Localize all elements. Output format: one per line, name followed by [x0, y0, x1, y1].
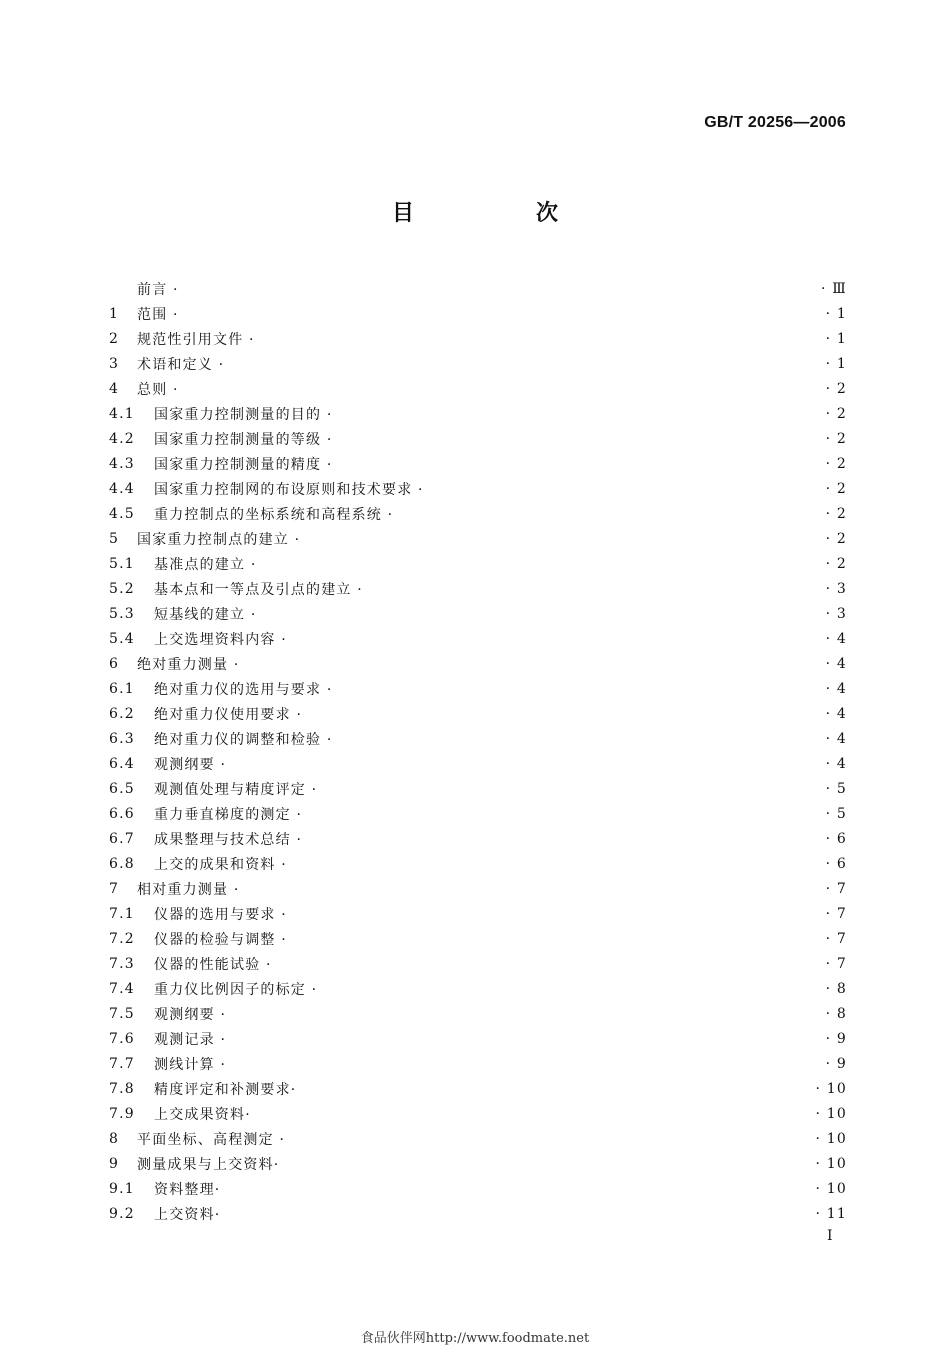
toc-entry-title: 国家重力控制网的布设原则和技术要求 ·: [154, 481, 424, 498]
toc-entry-number: 9.2: [109, 1205, 135, 1222]
toc-entry[interactable]: [109, 1151, 847, 1176]
toc-entry-number: 4.5: [109, 505, 135, 522]
toc-entry[interactable]: [109, 376, 847, 401]
toc-entry-page: · 4: [825, 680, 847, 697]
toc-entry[interactable]: [109, 826, 847, 851]
table-of-contents: [109, 276, 847, 1226]
toc-entry[interactable]: [109, 526, 847, 551]
toc-entry-page: · 2: [825, 505, 847, 522]
toc-entry[interactable]: [109, 476, 847, 501]
toc-entry-page: · 2: [825, 480, 847, 497]
page-number: I: [827, 1228, 833, 1244]
toc-entry-page: · 4: [825, 705, 847, 722]
toc-entry-page: · 4: [825, 730, 847, 747]
toc-entry[interactable]: [109, 1101, 847, 1126]
toc-entry-page: · 7: [825, 955, 847, 972]
toc-entry[interactable]: [109, 751, 847, 776]
toc-entry-number: 4.1: [109, 405, 135, 422]
toc-entry-page: · 1: [825, 305, 847, 322]
toc-entry-title: 绝对重力仪使用要求 ·: [154, 706, 303, 723]
toc-entry-page: · 3: [825, 580, 847, 597]
toc-entry-title: 平面坐标、高程测定 ·: [137, 1131, 286, 1148]
toc-entry[interactable]: [109, 1126, 847, 1151]
toc-entry-title: 资料整理·: [154, 1181, 221, 1198]
toc-entry-number: 9.1: [109, 1180, 135, 1197]
toc-entry[interactable]: [109, 1026, 847, 1051]
toc-entry-title: 短基线的建立 ·: [154, 606, 257, 623]
toc-entry-page: · 2: [825, 405, 847, 422]
toc-entry-number: 8: [109, 1130, 120, 1147]
toc-entry[interactable]: [109, 501, 847, 526]
toc-entry[interactable]: [109, 651, 847, 676]
toc-entry-page: · 7: [825, 880, 847, 897]
toc-entry[interactable]: [109, 1176, 847, 1201]
toc-entry-title: 绝对重力测量 ·: [137, 656, 240, 673]
toc-entry-title: 观测值处理与精度评定 ·: [154, 781, 318, 798]
toc-entry-number: 7.9: [109, 1105, 135, 1122]
toc-entry[interactable]: [109, 901, 847, 926]
toc-entry-number: 5.3: [109, 605, 135, 622]
toc-entry-page: · 10: [815, 1180, 847, 1197]
toc-entry-page: · 4: [825, 655, 847, 672]
toc-entry-title: 仪器的选用与要求 ·: [154, 906, 287, 923]
toc-entry-title: 总则 ·: [137, 381, 179, 398]
toc-entry[interactable]: [109, 951, 847, 976]
toc-entry-number: 7.1: [109, 905, 135, 922]
toc-entry[interactable]: [109, 626, 847, 651]
toc-entry-number: 5: [109, 530, 120, 547]
toc-entry[interactable]: [109, 701, 847, 726]
toc-entry-title: 国家重力控制点的建立 ·: [137, 531, 301, 548]
toc-entry-number: 9: [109, 1155, 120, 1172]
toc-entry-page: · 2: [825, 380, 847, 397]
toc-entry[interactable]: [109, 776, 847, 801]
toc-entry-page: · 8: [825, 1005, 847, 1022]
toc-entry[interactable]: [109, 876, 847, 901]
toc-entry-title: 绝对重力仪的调整和检验 ·: [154, 731, 333, 748]
toc-entry-page: · 2: [825, 555, 847, 572]
toc-entry-number: 7.8: [109, 1080, 135, 1097]
toc-entry-title: 观测纲要 ·: [154, 1006, 227, 1023]
toc-entry[interactable]: [109, 726, 847, 751]
toc-entry-page: · 6: [825, 855, 847, 872]
toc-entry[interactable]: [109, 926, 847, 951]
toc-entry-number: 1: [109, 305, 120, 322]
toc-entry-title: 仪器的性能试验 ·: [154, 956, 272, 973]
watermark-text: 食品伙伴网http://www.foodmate.net: [360, 1331, 590, 1346]
standard-code: GB/T 20256—2006: [704, 114, 846, 131]
toc-entry-page: · 4: [825, 630, 847, 647]
toc-entry-title: 上交资料·: [154, 1206, 221, 1223]
toc-entry-page: · 2: [825, 430, 847, 447]
toc-entry-title: 国家重力控制测量的等级 ·: [154, 431, 333, 448]
toc-entry-title: 观测记录 ·: [154, 1031, 227, 1048]
toc-entry[interactable]: [109, 426, 847, 451]
toc-entry[interactable]: [109, 676, 847, 701]
toc-entry-title: 测量成果与上交资料·: [137, 1156, 280, 1173]
toc-entry-number: 2: [109, 330, 120, 347]
toc-entry-page: · 3: [825, 605, 847, 622]
toc-entry[interactable]: [109, 976, 847, 1001]
page-title: 目 次: [391, 201, 608, 226]
toc-entry-title: 成果整理与技术总结 ·: [154, 831, 303, 848]
toc-entry-number: 4.2: [109, 430, 135, 447]
toc-entry-number: 6: [109, 655, 120, 672]
toc-entry-number: 5.4: [109, 630, 135, 647]
toc-entry-page: · 7: [825, 905, 847, 922]
toc-entry[interactable]: [109, 601, 847, 626]
toc-entry[interactable]: [109, 1076, 847, 1101]
toc-entry-title: 重力控制点的坐标系统和高程系统 ·: [154, 506, 394, 523]
toc-entry-title: 基准点的建立 ·: [154, 556, 257, 573]
toc-entry[interactable]: [109, 851, 847, 876]
toc-entry-number: 4.4: [109, 480, 135, 497]
toc-entry[interactable]: [109, 551, 847, 576]
toc-entry-number: 7.2: [109, 930, 135, 947]
toc-entry[interactable]: [109, 451, 847, 476]
toc-entry-page: · 1: [825, 355, 847, 372]
toc-entry[interactable]: [109, 801, 847, 826]
toc-entry-number: 6.6: [109, 805, 135, 822]
toc-entry-page: · 10: [815, 1130, 847, 1147]
toc-entry-title: 绝对重力仪的选用与要求 ·: [154, 681, 333, 698]
toc-entry-title: 上交成果资料·: [154, 1106, 251, 1123]
toc-entry-title: 前言 ·: [137, 281, 179, 298]
toc-entry-number: 7: [109, 880, 120, 897]
toc-entry-page: · Ⅲ: [820, 280, 847, 297]
toc-entry-page: · 10: [815, 1155, 847, 1172]
toc-entry-title: 重力垂直梯度的测定 ·: [154, 806, 303, 823]
toc-entry-title: 相对重力测量 ·: [137, 881, 240, 898]
toc-entry-page: · 10: [815, 1105, 847, 1122]
toc-entry-page: · 7: [825, 930, 847, 947]
toc-entry-page: · 10: [815, 1080, 847, 1097]
toc-entry-number: 4.3: [109, 455, 135, 472]
toc-entry-title: 仪器的检验与调整 ·: [154, 931, 287, 948]
toc-entry-number: 6.5: [109, 780, 135, 797]
toc-entry-title: 基本点和一等点及引点的建立 ·: [154, 581, 363, 598]
toc-entry-page: · 8: [825, 980, 847, 997]
toc-entry-page: · 2: [825, 455, 847, 472]
toc-entry-number: 6.4: [109, 755, 135, 772]
toc-entry-number: 5.1: [109, 555, 135, 572]
toc-entry-page: · 4: [825, 755, 847, 772]
toc-entry-number: 6.7: [109, 830, 135, 847]
toc-entry-title: 测线计算 ·: [154, 1056, 227, 1073]
toc-entry-page: · 2: [825, 530, 847, 547]
toc-entry-number: 3: [109, 355, 120, 372]
toc-entry-number: 7.3: [109, 955, 135, 972]
toc-entry-title: 术语和定义 ·: [137, 356, 225, 373]
toc-entry[interactable]: [109, 1201, 847, 1226]
toc-entry-title: 重力仪比例因子的标定 ·: [154, 981, 318, 998]
toc-entry[interactable]: [109, 351, 847, 376]
toc-entry-page: · 6: [825, 830, 847, 847]
toc-entry-page: · 5: [825, 805, 847, 822]
toc-entry-page: · 5: [825, 780, 847, 797]
toc-entry[interactable]: [109, 276, 847, 301]
toc-entry-title: 观测纲要 ·: [154, 756, 227, 773]
toc-entry-page: · 9: [825, 1030, 847, 1047]
toc-entry[interactable]: [109, 576, 847, 601]
toc-entry[interactable]: [109, 1051, 847, 1076]
toc-entry[interactable]: [109, 1001, 847, 1026]
toc-entry-title: 上交选埋资料内容 ·: [154, 631, 287, 648]
toc-entry-number: 4: [109, 380, 120, 397]
toc-entry-title: 规范性引用文件 ·: [137, 331, 255, 348]
toc-entry-title: 范围 ·: [137, 306, 179, 323]
toc-entry-number: 6.3: [109, 730, 135, 747]
toc-entry-number: 7.4: [109, 980, 135, 997]
toc-entry-page: · 9: [825, 1055, 847, 1072]
toc-entry-title: 上交的成果和资料 ·: [154, 856, 287, 873]
toc-entry-title: 精度评定和补测要求·: [154, 1081, 297, 1098]
toc-entry-title: 国家重力控制测量的精度 ·: [154, 456, 333, 473]
toc-entry[interactable]: [109, 326, 847, 351]
toc-entry-page: · 1: [825, 330, 847, 347]
toc-entry-number: 7.5: [109, 1005, 135, 1022]
toc-entry-number: 5.2: [109, 580, 135, 597]
toc-entry[interactable]: [109, 401, 847, 426]
toc-entry-title: 国家重力控制测量的目的 ·: [154, 406, 333, 423]
toc-entry-number: 6.2: [109, 705, 135, 722]
toc-entry-number: 7.7: [109, 1055, 135, 1072]
toc-entry-number: 6.8: [109, 855, 135, 872]
toc-entry-number: 6.1: [109, 680, 135, 697]
toc-entry-page: · 11: [815, 1205, 847, 1222]
toc-entry-number: 7.6: [109, 1030, 135, 1047]
toc-entry[interactable]: [109, 301, 847, 326]
